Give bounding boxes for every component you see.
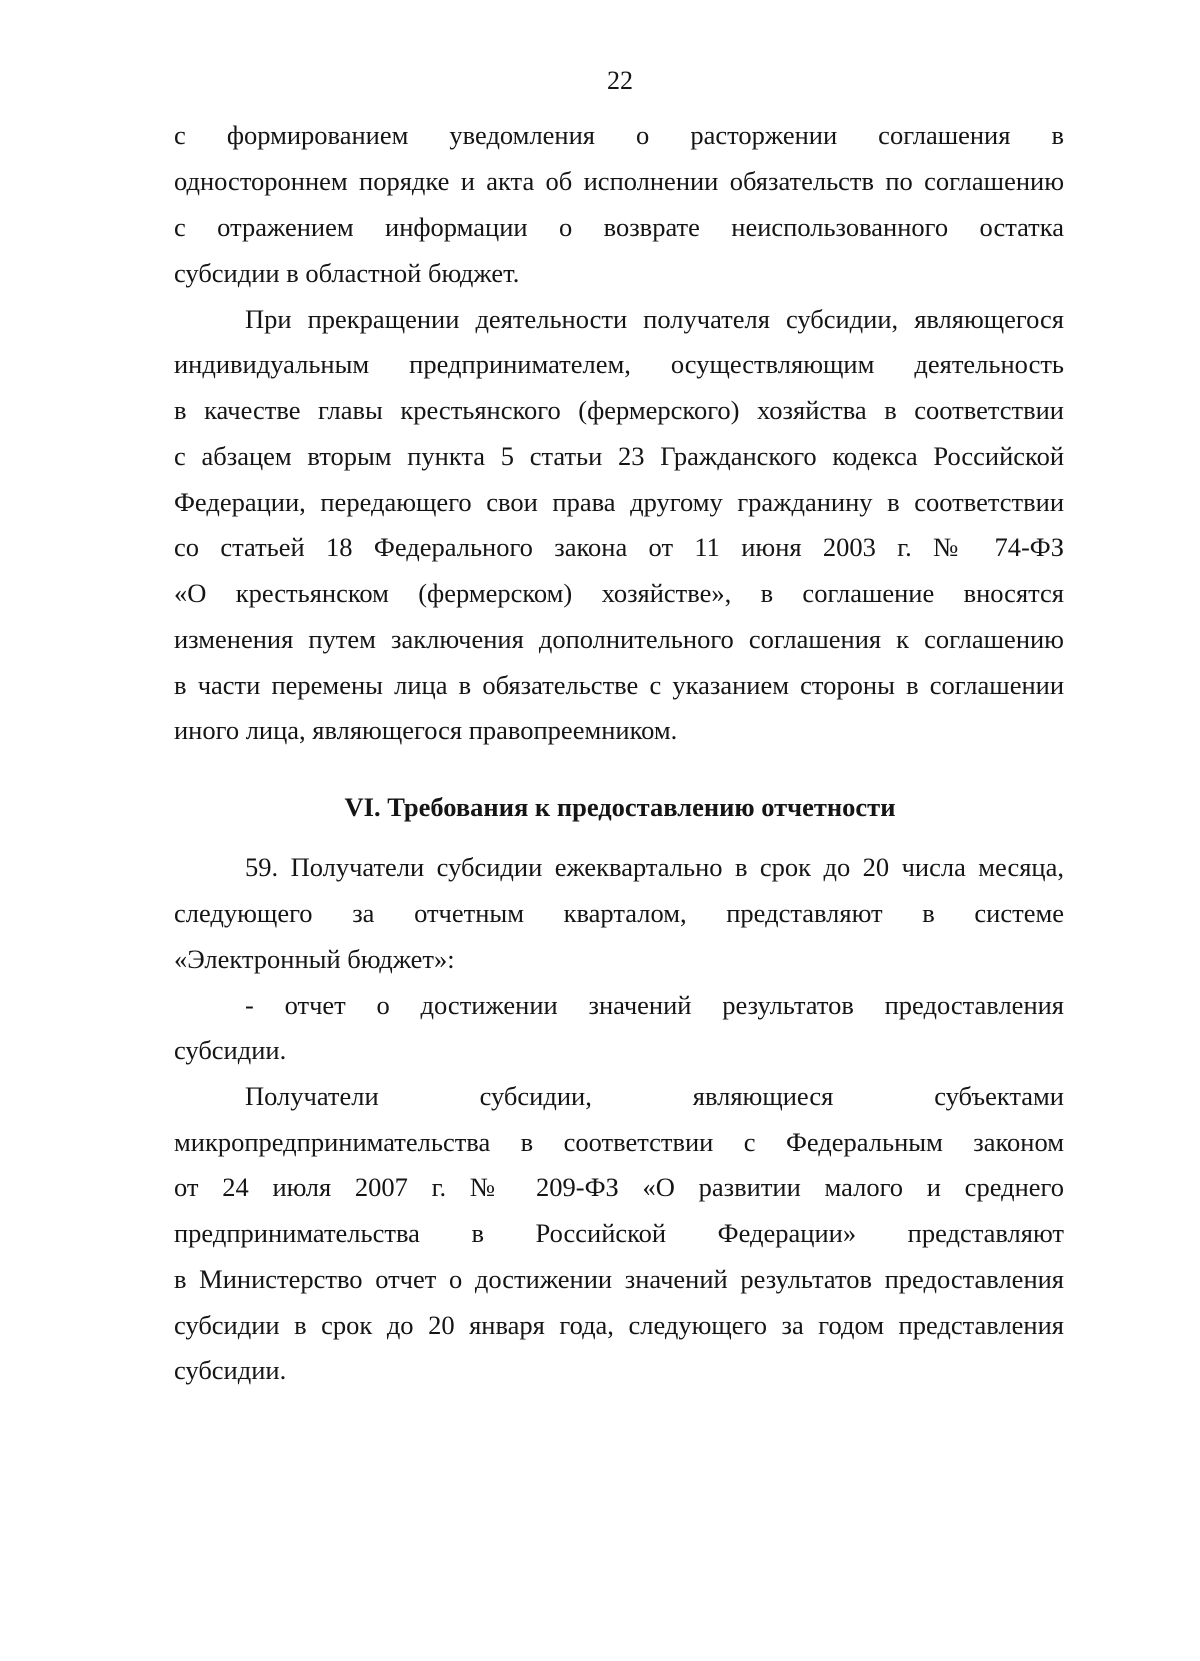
paragraph-1-line-2: одностороннем порядке и акта об исполнении обязательств по соглашению <box>174 166 1064 196</box>
paragraph-5-line-6: субсидии в срок до 20 января года, следующего за годом представления <box>174 1310 1064 1340</box>
paragraph-5-line-2: микропредпринимательства в соответствии с Федеральным законом <box>174 1127 1064 1157</box>
paragraph-3-line-1: 59. Получатели субсидии ежеквартально в срок до 20 числа месяца, <box>245 852 1064 882</box>
paragraph-4-line-2: субсидии. <box>174 1035 287 1065</box>
paragraph-5-line-1: Получатели субсидии, являющиеся субъектами <box>245 1081 1064 1111</box>
section-heading: VI. Требования к предоставлению отчетности <box>344 792 896 822</box>
paragraph-1-line-4: субсидии в областной бюджет. <box>174 258 520 288</box>
paragraph-2-line-7: «О крестьянском (фермерском) хозяйстве», в соглашение вносятся <box>174 578 1064 608</box>
paragraph-1-line-3: с отражением информации о возврате неиспользованного остатка <box>174 212 1064 242</box>
paragraph-2-line-10: иного лица, являющегося правопреемником. <box>174 715 678 745</box>
paragraph-5-line-3: от 24 июля 2007 г. № 209-ФЗ «О развитии малого и среднего <box>174 1172 1064 1202</box>
paragraph-4-line-1: - отчет о достижении значений результатов предоставления <box>245 990 1064 1020</box>
paragraph-5-line-7: субсидии. <box>174 1355 287 1385</box>
paragraph-3-line-3: «Электронный бюджет»: <box>174 944 455 974</box>
paragraph-2-line-1: При прекращении деятельности получателя субсидии, являющегося <box>245 304 1064 334</box>
paragraph-2-line-6: со статьей 18 Федерального закона от 11 июня 2003 г. № 74-ФЗ <box>174 532 1064 562</box>
paragraph-3-line-2: следующего за отчетным кварталом, представляют в системе <box>174 898 1064 928</box>
paragraph-2-line-8: изменения путем заключения дополнительного соглашения к соглашению <box>174 624 1064 654</box>
paragraph-2-line-2: индивидуальным предпринимателем, осуществляющим деятельность <box>174 349 1064 379</box>
paragraph-5-line-4: предпринимательства в Российской Федерации» представляют <box>174 1218 1064 1248</box>
paragraph-2-line-5: Федерации, передающего свои права другому гражданину в соответствии <box>174 487 1064 517</box>
page-number: 22 <box>607 66 633 95</box>
paragraph-2-line-4: с абзацем вторым пункта 5 статьи 23 Гражданского кодекса Российской <box>174 441 1064 471</box>
paragraph-2-line-3: в качестве главы крестьянского (фермерского) хозяйства в соответствии <box>174 395 1064 425</box>
paragraph-1-line-1: с формированием уведомления о расторжении соглашения в <box>174 120 1064 150</box>
paragraph-2-line-9: в части перемены лица в обязательстве с указанием стороны в соглашении <box>174 670 1064 700</box>
paragraph-5-line-5: в Министерство отчет о достижении значений результатов предоставления <box>174 1264 1064 1294</box>
